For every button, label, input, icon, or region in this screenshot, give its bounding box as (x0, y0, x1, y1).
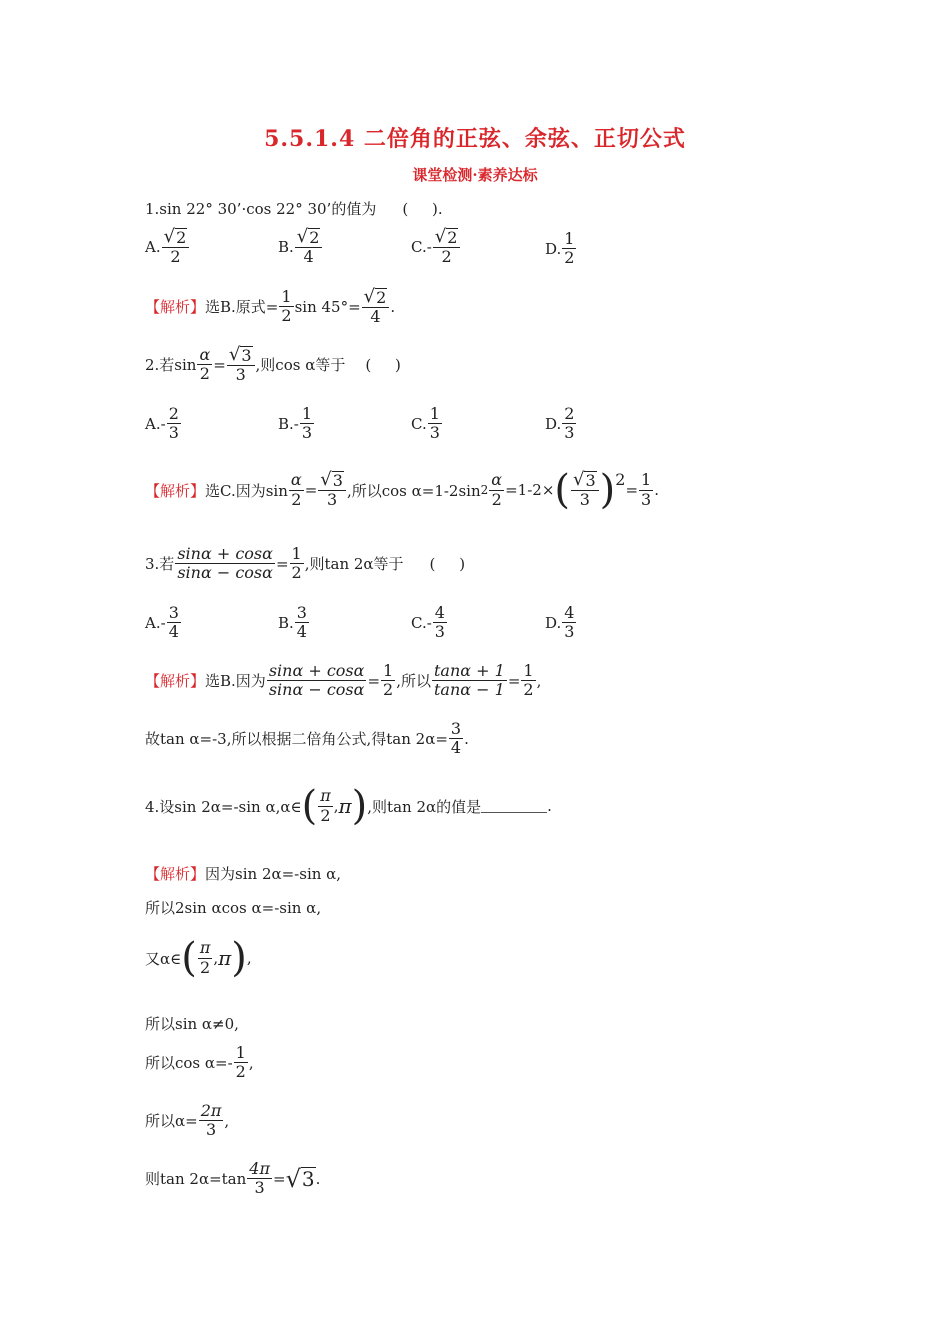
q3-option-a: A. - $\frac{3}{4}$ (145, 603, 179, 642)
q2-option-a: A. - $\frac{2}{3}$ (145, 404, 179, 443)
q4-solution-line-7: 则tan 2α=tan $\frac{4\pi}{3}$ = √ 3 . (145, 1159, 321, 1198)
q4-solution-line-6: 所以α= $\frac{2\pi}{3}$ , (145, 1101, 230, 1140)
q2-option-b: B. - $\frac{1}{3}$ (278, 404, 313, 443)
q3-solution-line-2: 故tan α=-3,所以根据二倍角公式,得tan 2α= $\frac{3}{4}$ . (145, 719, 469, 758)
q1-option-a: A. √ 2 2 (145, 228, 190, 266)
page-subtitle: 课堂检测·素养达标 (412, 166, 538, 184)
q4-solution-line-1: 【解析】 因为sin 2α=-sin α, (145, 865, 342, 883)
answer-blank (481, 800, 547, 813)
q1-option-d: D. $\frac{1}{2}$ (545, 229, 575, 268)
question-3-stem: 3.若 $\frac{\sin\alpha + \cos\alpha}{\sin\alpha - \cos\alpha}$ = $\frac{1}{2}$ ,则tan 2α等于 ( ) (145, 544, 466, 583)
page-title: 5.5.1.4 二倍角的正弦、余弦、正切公式 (264, 126, 686, 152)
q1-option-c: C. - √ 2 2 (411, 228, 461, 266)
q4-solution-line-4: 所以sin α≠0, (145, 1015, 239, 1033)
q1-option-b: B. √ 2 4 (278, 228, 323, 266)
q3-option-b: B. $\frac{3}{4}$ (278, 603, 307, 642)
q3-solution: 【解析】 选B.因为 $\frac{\sin\alpha + \cos\alpha}{\sin\alpha - \cos\alpha}$ = $\frac{1}{2}$ ,所以 $\frac{\tan\alpha + 1}{\tan\alpha - 1}$ = $\frac{1}{2}$ , (145, 661, 542, 700)
question-4-stem: 4.设sin 2α=-sin α,α∈ ( $\frac{\pi}{2}$ , π ) ,则tan 2α的值是 . (145, 783, 552, 829)
q1-solution: 【解析】 选B.原式= $\frac{1}{2}$ sin 45°= √ 2 4 . (145, 286, 396, 326)
q4-solution-line-3: 又α∈ ( $\frac{\pi}{2}$ , π ) , (145, 935, 252, 981)
q2-option-d: D. $\frac{2}{3}$ (545, 404, 575, 443)
question-1-stem: 1.sin 22° 30’·cos 22° 30’的值为 ( ). (145, 199, 443, 218)
question-2-stem: 2.若sin $\frac{\alpha}{2}$ = √ 3 3 ,则cos α等于 ( ) (145, 344, 401, 384)
q4-solution-line-5: 所以cos α=- $\frac{1}{2}$ , (145, 1043, 254, 1082)
q4-solution-line-2: 所以2sin αcos α=-sin α, (145, 899, 322, 917)
q2-option-c: C. $\frac{1}{3}$ (411, 404, 440, 443)
q2-solution: 【解析】 选C.因为sin $\frac{\alpha}{2}$ = √ 3 3 ,所以cos α=1-2sin 2 $\frac{\alpha}{2}$ =1-2× ( √ 3 3 ) 2 = $\frac{1}{3}$ . (145, 467, 660, 513)
q3-option-d: D. $\frac{4}{3}$ (545, 603, 575, 642)
q3-option-c: C. - $\frac{4}{3}$ (411, 603, 445, 642)
